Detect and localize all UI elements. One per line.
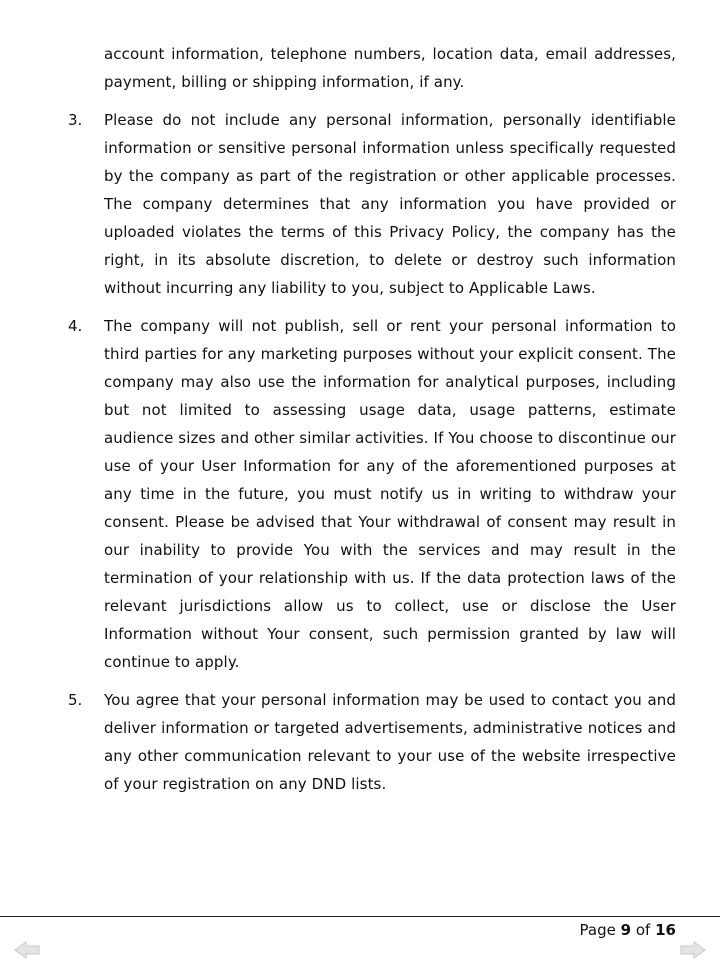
arrow-left-icon bbox=[14, 940, 40, 960]
current-page-number: 9 bbox=[620, 921, 632, 939]
arrow-right-icon bbox=[680, 940, 706, 960]
list-item bbox=[0, 106, 720, 302]
total-pages-number: 16 bbox=[655, 921, 676, 939]
list-item-text: The company will not publish, sell or rent your personal information to third parties for any marketing purposes without your explicit consent. The company may also use the information for analytical purposes, including but not limited to assessing usage data, usage patterns, estimate audience sizes and other similar activities. If You choose to discontinue our use of your User Information for any of the aforementioned purposes at any time in the future, you must notify us in writing to withdraw your consent. Please be advised that Your withdrawal of consent may result in our inability to provide You with the services and may result in the termination of your relationship with us. If the data protection laws of the relevant jurisdictions allow us to collect, use or disclose the User Information without Your consent, such permission granted by law will continue to apply. bbox=[104, 317, 676, 671]
of-word: of bbox=[635, 921, 651, 939]
list-item bbox=[0, 686, 720, 798]
list-item-text: You agree that your personal information may be used to contact you and deliver information or targeted advertisements, administrative notices and any other communication relevant to your use of the website irrespective of your registration on any DND lists. bbox=[104, 691, 676, 793]
next-page-button[interactable] bbox=[680, 940, 706, 960]
list-item-text: Please do not include any personal information, personally identifiable information or sensitive personal information unless specifically requested by the company as part of the registration or other applicable processes. The company determines that any information you have provided or uploaded violates the terms of this Privacy Policy, the company has the right, in its absolute discretion, to delete or destroy such information without incurring any liability to you, subject to Applicable Laws. bbox=[104, 111, 676, 297]
list-item-number: 3. bbox=[68, 111, 83, 129]
list-item-number: 5. bbox=[68, 691, 83, 709]
list-item bbox=[0, 312, 720, 676]
list-item-number: 4. bbox=[68, 317, 83, 335]
page-indicator bbox=[580, 918, 676, 942]
previous-page-button[interactable] bbox=[14, 940, 40, 960]
footer-divider bbox=[0, 916, 720, 917]
page-word: Page bbox=[579, 921, 616, 939]
document-body bbox=[0, 40, 720, 808]
continuation-paragraph: account information, telephone numbers, location data, email addresses, payment, billing or shipping information, if any. bbox=[104, 45, 676, 91]
